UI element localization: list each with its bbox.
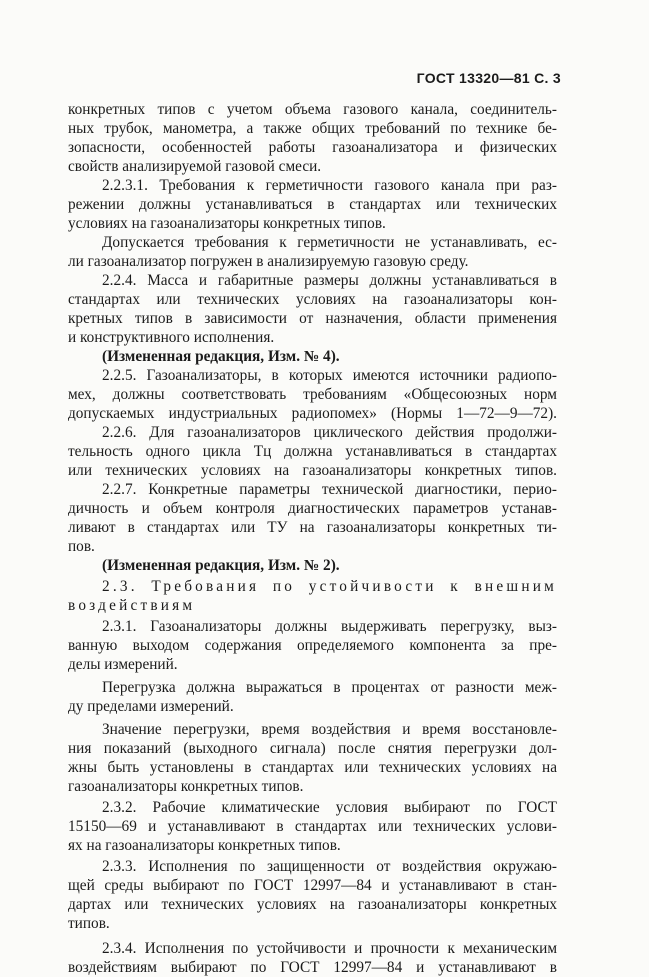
- text-line: свойств анализируемой газовой смеси.: [68, 158, 322, 175]
- text-line: допускаемых индустриальных радиопомех» (Нормы 1—72—9—72).: [68, 405, 557, 422]
- text-line: Перегрузка должна выражаться в процентах от разности меж-: [102, 679, 557, 696]
- text-line: (Измененная редакция, Изм. № 4).: [102, 348, 340, 365]
- text-line: ных трубок, манометра, а также общих требований по технике бе-: [68, 120, 557, 137]
- text-line: 15150—69 и устанавливают в стандартах или технических услови-: [68, 818, 557, 835]
- text-line: ли газоанализатор погружен в анализируемую газовую среду.: [68, 253, 469, 270]
- text-line: ния показаний (выходного сигнала) после снятия перегрузки дол-: [68, 740, 557, 757]
- text-line: дартах или технических условиях на газоанализаторы конкретных: [68, 896, 557, 913]
- text-line: дичность и объем контроля диагностических параметров устанав-: [68, 500, 557, 517]
- text-line: 2.3.2. Рабочие климатические условия выбирают по ГОСТ: [102, 799, 557, 816]
- text-line: конкретных типов с учетом объема газового канала, соединитель-: [68, 101, 557, 118]
- document-body: [68, 100, 557, 977]
- text-line: 2.3.3. Исполнения по защищенности от воздействия окружаю-: [102, 858, 557, 875]
- text-line: ях на газоанализаторы конкретных типов.: [68, 837, 341, 854]
- text-line: 2.2.6. Для газоанализаторов циклического действия продолжи-: [102, 424, 557, 441]
- text-line: условиях на газоанализаторы конкретных типов.: [68, 215, 386, 232]
- text-line: 2.2.5. Газоанализаторы, в которых имеются источники радиопо-: [102, 367, 557, 384]
- text-line: ливают в стандартах или ТУ на газоанализаторы конкретных ти-: [68, 519, 557, 536]
- text-line: ванную выходом содержания определяемого компонента за пре-: [68, 637, 557, 654]
- text-line: (Измененная редакция, Изм. № 2).: [102, 557, 340, 574]
- text-line: Значение перегрузки, время воздействия и время восстановле-: [102, 721, 557, 738]
- text-line: 2.3.4. Исполнения по устойчивости и прочности к механическим: [102, 940, 557, 957]
- page-header: ГОСТ 13320—81 С. 3: [416, 70, 561, 86]
- text-line: стандартах или технических условиях на газоанализаторы кон-: [68, 291, 557, 308]
- text-line: 2.2.7. Конкретные параметры технической диагностики, перио-: [102, 481, 557, 498]
- text-line: 2.2.4. Масса и габаритные размеры должны устанавливаться в: [102, 272, 557, 289]
- text-line: делы измерений.: [68, 656, 178, 673]
- text-line: 2.2.3.1. Требования к герметичности газового канала при раз-: [102, 177, 557, 194]
- text-line: кретных типов в зависимости от назначения, области применения: [68, 310, 557, 327]
- text-line: жны быть установлены в стандартах или технических условиях на: [68, 759, 557, 776]
- text-line: пов.: [68, 538, 95, 555]
- text-line: 2.3.1. Газоанализаторы должны выдерживать перегрузку, выз-: [102, 618, 557, 635]
- text-line: воздействиям выбирают по ГОСТ 12997—84 и устанавливают в: [68, 959, 557, 976]
- text-line: и конструктивного исполнения.: [68, 329, 275, 346]
- text-line: или технических условиях на газоанализаторы конкретных типов.: [68, 462, 557, 479]
- text-line: режении должны устанавливаться в стандартах или технических: [68, 196, 557, 213]
- text-line: 2.3. Требования по устойчивости к внешним: [102, 578, 557, 595]
- text-line: ду пределами измерений.: [68, 698, 234, 715]
- text-line: типов.: [68, 915, 110, 932]
- text-line: Допускается требования к герметичности не устанавливать, ес-: [102, 234, 557, 251]
- text-line: тельность одного цикла Tц должна устанавливаться в стандартах: [68, 443, 557, 460]
- text-line: зопасности, особенностей работы газоанализатора и физических: [68, 139, 557, 156]
- text-line: газоанализаторы конкретных типов.: [68, 778, 304, 795]
- text-line: мех, должны соответствовать требованиям «Общесоюзных норм: [68, 386, 557, 403]
- text-line: щей среды выбирают по ГОСТ 12997—84 и устанавливают в стан-: [68, 877, 557, 894]
- text-line: воздействиям: [68, 597, 196, 614]
